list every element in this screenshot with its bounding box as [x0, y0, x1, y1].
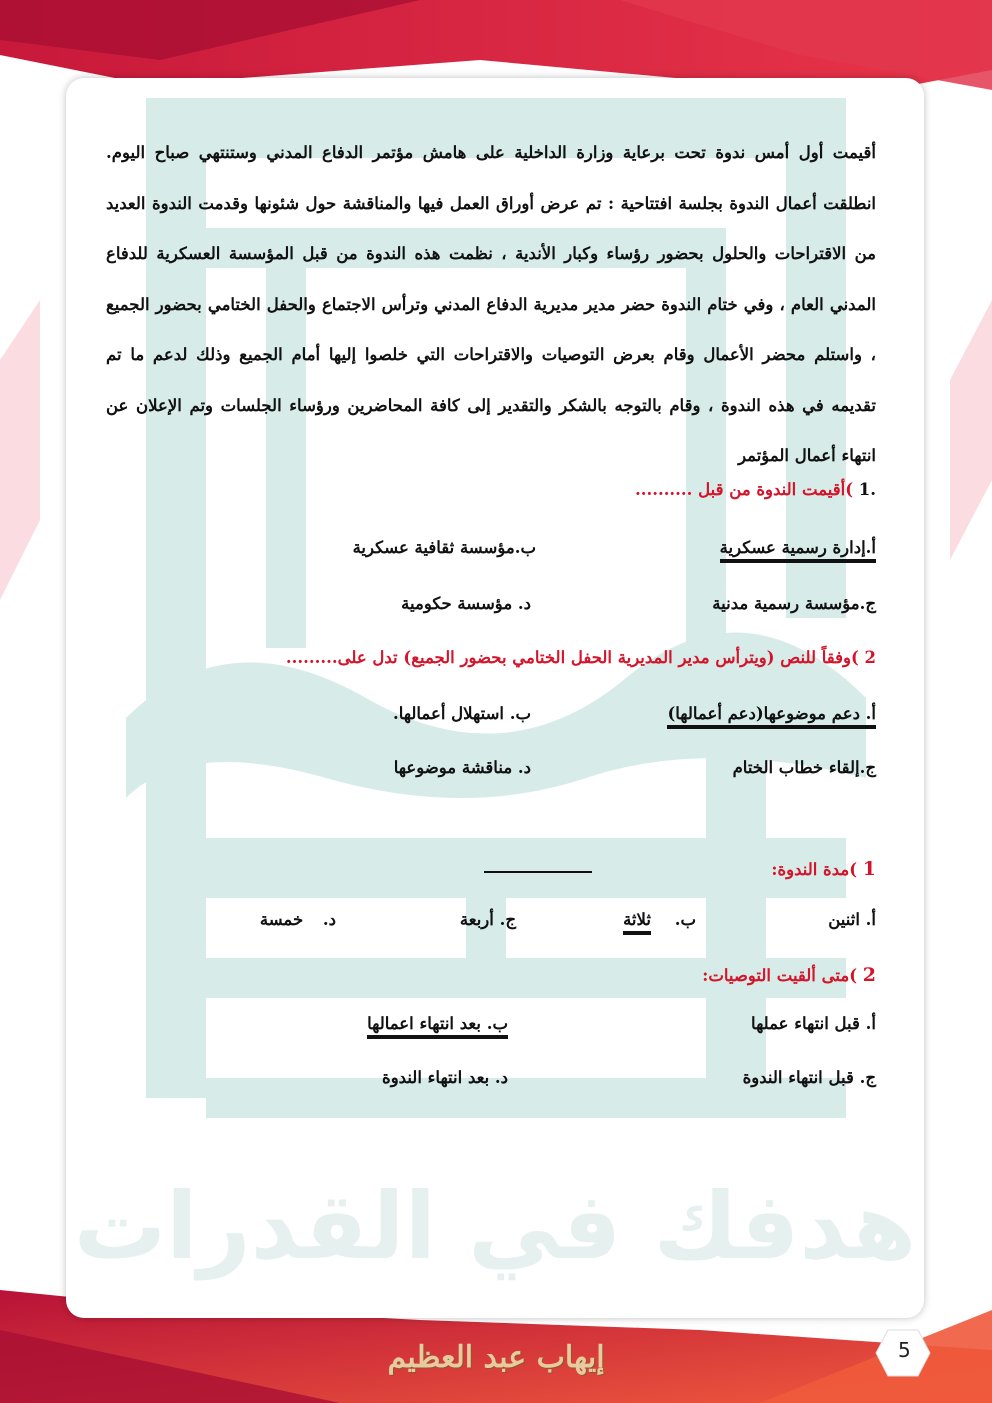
section2-question-2-text: )متى ألقيت التوصيات:	[702, 966, 858, 985]
q2-option-b[interactable]: ب. استهلال أعمالها.	[393, 704, 531, 723]
author-signature: إيهاب عبد العظيم	[387, 1340, 605, 1375]
question-2-number: 2	[864, 648, 876, 667]
q1-option-b[interactable]: ب.مؤسسة ثقافية عسكرية	[352, 538, 536, 557]
s2q2-option-d[interactable]: د. بعد انتهاء الندوة	[382, 1068, 508, 1087]
q2-option-d[interactable]: د. مناقشة موضوعها	[393, 758, 531, 777]
section-divider	[484, 871, 592, 873]
q1-option-c[interactable]: ج.مؤسسة رسمية مدنية	[712, 594, 876, 613]
section2-question-1-text: )مدة الندوة:	[771, 860, 858, 879]
s2q2-option-b[interactable]: ب. بعد انتهاء اعمالها	[367, 1014, 508, 1033]
section2-question-2-number: 2	[862, 964, 876, 986]
page-number: 5	[898, 1338, 911, 1362]
question-1-text: )أقيمت الندوة من قبل ..........	[634, 480, 854, 499]
s2q2-option-c[interactable]: ج. قبل انتهاء الندوة	[742, 1068, 876, 1087]
content-card	[66, 78, 924, 1318]
s2q1-option-b[interactable]: ب. ثلاثة	[623, 910, 696, 929]
q1-option-d[interactable]: د. مؤسسة حكومية	[401, 594, 531, 613]
s2q1-option-a[interactable]: أ. اثنين	[828, 910, 876, 929]
s2q2-option-a[interactable]: أ. قبل انتهاء عملها	[751, 1014, 876, 1033]
s2q1-option-c[interactable]: ج. أربعة	[459, 910, 516, 929]
document-body	[106, 128, 876, 1087]
section2-question-2	[702, 964, 876, 986]
q2-option-c[interactable]: ج.إلقاء خطاب الختام	[732, 758, 876, 777]
q2-option-a[interactable]: أ. دعم موضوعها(دعم أعمالها)	[667, 704, 876, 723]
passage-paragraph: أقيمت أول أمس ندوة تحت برعاية وزارة الداخلية على هامش مؤتمر الدفاع المدني وستنتهي صباح اليوم. انطلقت أعمال الندوة بجلسة افتتاحية : تم عرض أوراق العمل فيها والمناقشة حول شئونها وقدمت الندوة العديد من الاقتراحات والحلول بحضور رؤساء وكبار الأندية ، نظمت هذه الندوة من قبل المؤسسة العسكرية للدفاع المدني العام ، وفي ختام الندوة حضر مدير مديرية الدفاع المدني وترأس الاجتماع والحفل الختامي بحضور الجميع ، واستلم محضر الأعمال وقام بعرض التوصيات والاقتراحات التي خلصوا إليها أمام الجميع وذلك لدعم ما تم تقديمه في هذه الندوة ، وقام بالتوجه بالشكر والتقدير إلى كافة المحاضرين ورؤساء الجلسات وتم الإعلان عن انتهاء أعمال المؤتمر	[106, 143, 876, 465]
question-1	[635, 480, 876, 499]
question-1-number: .1	[858, 480, 876, 499]
question-2	[286, 648, 876, 667]
s2q1-option-d[interactable]: د. خمسة	[259, 910, 336, 929]
footer-watermark-text: هدفك في القدرات	[73, 1173, 917, 1280]
question-2-text: )وفقاً للنص (ويترأس مدير المديرية الحفل الختامي بحضور الجميع) تدل على.........	[285, 648, 859, 667]
q1-option-a[interactable]: أ.إدارة رسمية عسكرية	[720, 538, 876, 557]
section2-question-1-number: 1	[862, 858, 876, 880]
section2-question-1	[771, 858, 876, 880]
